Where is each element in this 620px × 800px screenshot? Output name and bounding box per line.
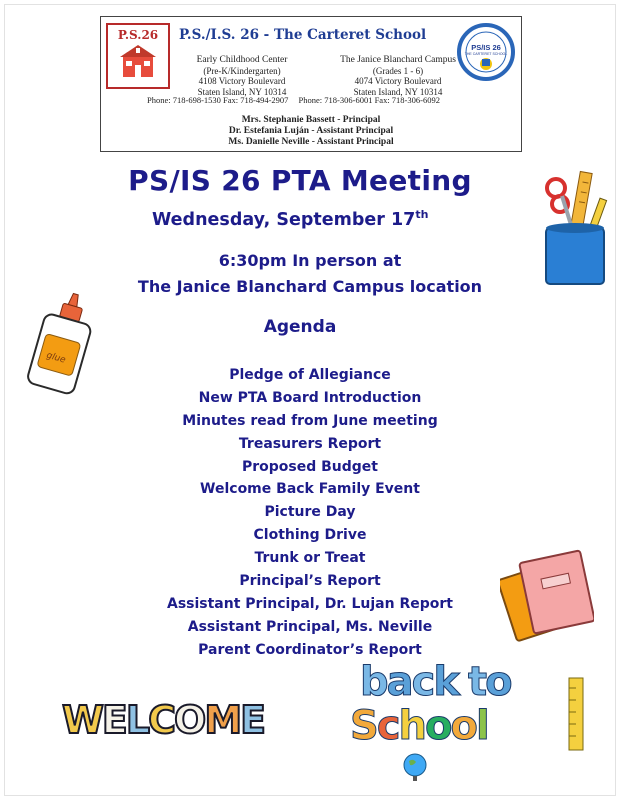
pencil-cup-icon [538,168,614,286]
welcome-letter: C [148,698,174,742]
left-campus-phone: Phone: 718-698-1530 Fax: 718-494-2907 [147,95,289,105]
agenda-item: Principal’s Report [239,573,381,590]
welcome-letter: E [240,698,265,742]
seal-subtitle: THE CARTERET SCHOOL [464,52,508,56]
school-name: P.S./I.S. 26 - The Carteret School [179,27,427,43]
campus-street: 4108 Victory Boulevard [198,76,286,86]
welcome-letter: E [101,698,126,742]
welcome-letter: O [174,698,205,742]
meeting-title: PS/IS 26 PTA Meeting [128,164,472,197]
welcome-word-art [62,698,264,742]
date-text: Wednesday, September 17 [152,209,416,230]
agenda-item: Welcome Back Family Event [200,481,420,498]
bts-letter: l [475,703,488,749]
campus-grades: (Grades 1 - 6) [372,65,424,76]
blanchard-campus [323,55,473,97]
glue-bottle-icon [24,290,98,398]
agenda-item: Parent Coordinator’s Report [198,641,422,658]
bts-letter: h [398,703,426,749]
agenda-item: Assistant Principal, Ms. Neville [187,618,433,635]
agenda-item: Assistant Principal, Dr. Lujan Report [166,595,453,612]
agenda-item: Proposed Budget [241,458,378,475]
bts-letter: o [450,703,476,749]
time-line: 6:30pm In person at [218,251,402,270]
phone-line [147,95,448,105]
schoolhouse-icon [116,43,160,81]
bts-letter: k [433,659,458,705]
agenda-item: New PTA Board Introduction [198,389,422,406]
bts-letter: a [386,659,412,705]
right-campus-phone: Phone: 718-306-6001 Fax: 718-306-6092 [298,95,440,105]
back-to-line [360,660,511,704]
campus-street: 4074 Victory Boulevard [354,76,442,86]
ps26-logo [106,23,170,89]
staff-principal: Mrs. Stephanie Bassett - Principal [241,115,381,125]
early-childhood-campus [167,55,317,97]
glue-label: glue [45,350,67,366]
logo-text: P.S.26 [117,28,159,42]
back-to-school-word-art [350,659,511,749]
globe-icon [400,752,430,782]
agenda-item: Pledge of Allegiance [229,367,391,383]
staff-assistant-principal-2: Ms. Danielle Neville - Assistant Principal [228,137,394,147]
agenda-item: Clothing Drive [253,527,367,544]
location-line: The Janice Blanchard Campus location [137,277,483,296]
agenda-item: Treasurers Report [238,435,382,452]
bts-letter: c [376,703,399,749]
campus-name: The Janice Blanchard Campus [340,55,456,65]
bts-letter: b [360,659,387,705]
welcome-letter: M [204,698,241,742]
meeting-date [152,208,428,230]
welcome-letter: L [125,698,149,742]
school-line [350,704,511,748]
bts-letter: c [411,659,434,705]
ruler-icon [566,676,586,752]
date-suffix: th [415,208,429,221]
campus-grades: (Pre-K/Kindergarten) [203,65,281,76]
agenda-item: Picture Day [264,504,356,521]
welcome-letter: W [62,698,102,742]
school-letterhead [100,16,522,152]
staff-assistant-principal-1: Dr. Estefania Luján - Assistant Principal [228,126,394,136]
campus-city: Staten Island, NY 10314 [353,86,443,97]
agenda-item: Trunk or Treat [254,550,366,567]
agenda-heading: Agenda [263,317,337,337]
notebooks-icon [500,546,594,642]
bts-letter: S [350,703,377,749]
bts-letter: o [425,703,451,749]
campus-name: Early Childhood Center [196,55,288,65]
campus-city: Staten Island, NY 10314 [197,86,287,97]
seal-title: PS/IS 26 [471,43,501,52]
bts-letter: o [485,659,511,705]
bts-letter: t [467,659,486,705]
carteret-school-seal [457,23,515,81]
staff-list [101,115,521,148]
agenda-item: Minutes read from June meeting [182,412,438,429]
